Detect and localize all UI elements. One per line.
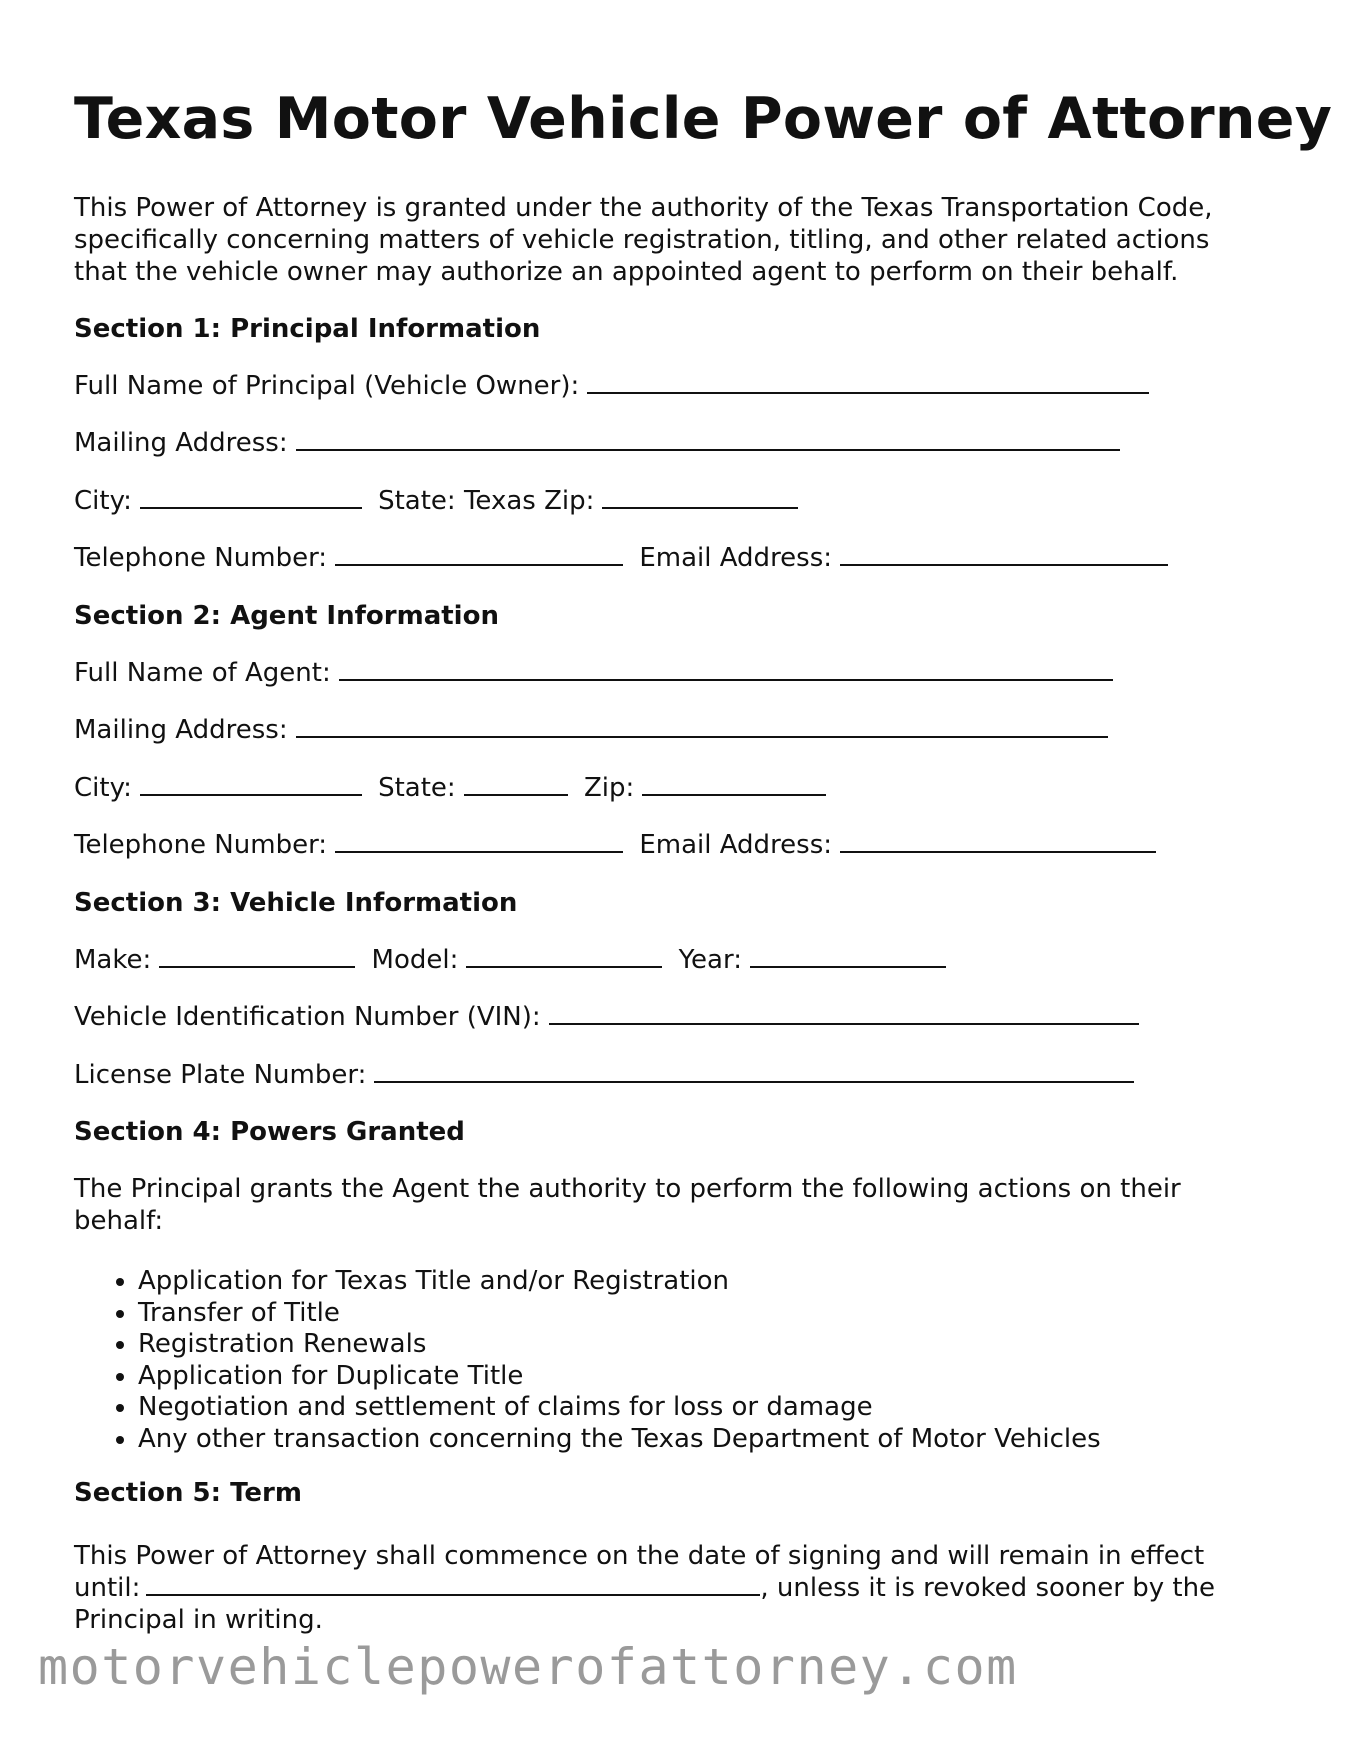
term-text-before: This Power of Attorney shall commence on the date of signing and will remain in effect until: xyxy=(74,1541,1205,1603)
term-end-date-field[interactable] xyxy=(146,1572,760,1596)
intro-paragraph: This Power of Attorney is granted under the authority of the Texas Transportation Code, specifically concerning matters of vehicle registration, titling, and other related actions that the vehicle owner may authorize an appointed agent to perform on their behalf. xyxy=(74,193,1213,287)
principal-zip-field[interactable] xyxy=(602,485,798,509)
principal-city-field[interactable] xyxy=(140,485,362,509)
principal-email-label: Email Address: xyxy=(639,543,833,573)
list-item: • Application for Duplicate Title xyxy=(138,1361,1101,1393)
site-watermark: motorvehiclepowerofattorney.com xyxy=(38,1638,1018,1696)
agent-address-row xyxy=(74,714,1108,746)
agent-name-field[interactable] xyxy=(339,657,1113,681)
agent-phone-label: Telephone Number: xyxy=(74,830,328,860)
section-5-heading: Section 5: Term xyxy=(74,1478,302,1508)
agent-city-row xyxy=(74,772,826,804)
vehicle-make-row xyxy=(74,944,946,976)
principal-address-field[interactable] xyxy=(296,427,1120,451)
section-3-heading: Section 3: Vehicle Information xyxy=(74,888,518,918)
section-2-heading: Section 2: Agent Information xyxy=(74,601,499,631)
list-item: • Negotiation and settlement of claims for loss or damage xyxy=(138,1392,1101,1424)
term-paragraph xyxy=(74,1540,1254,1636)
list-item: • Transfer of Title xyxy=(138,1298,1101,1330)
list-item: • Any other transaction concerning the Texas Department of Motor Vehicles xyxy=(138,1424,1101,1456)
vehicle-plate-label: License Plate Number: xyxy=(74,1060,367,1090)
vehicle-plate-row xyxy=(74,1059,1134,1091)
agent-contact-row xyxy=(74,829,1156,861)
agent-state-label: State: xyxy=(378,773,456,803)
list-item: • Application for Texas Title and/or Registration xyxy=(138,1266,1101,1298)
vehicle-vin-label: Vehicle Identification Number (VIN): xyxy=(74,1002,541,1032)
vehicle-plate-field[interactable] xyxy=(374,1059,1134,1083)
vehicle-vin-field[interactable] xyxy=(549,1001,1139,1025)
principal-city-label: City: xyxy=(74,486,132,516)
agent-zip-label: Zip: xyxy=(583,773,635,803)
principal-zip-label: Zip: xyxy=(544,486,595,516)
section-1-heading: Section 1: Principal Information xyxy=(74,314,541,344)
principal-email-field[interactable] xyxy=(840,542,1168,566)
agent-name-label: Full Name of Agent: xyxy=(74,658,331,688)
principal-phone-field[interactable] xyxy=(335,542,623,566)
principal-name-label: Full Name of Principal (Vehicle Owner): xyxy=(74,371,580,401)
vehicle-model-label: Model: xyxy=(371,945,459,975)
agent-city-label: City: xyxy=(74,773,132,803)
vehicle-model-field[interactable] xyxy=(466,944,662,968)
section-4-heading: Section 4: Powers Granted xyxy=(74,1117,465,1147)
vehicle-make-label: Make: xyxy=(74,945,152,975)
principal-state-label: State: Texas xyxy=(378,486,536,516)
vehicle-make-field[interactable] xyxy=(159,944,355,968)
vehicle-year-label: Year: xyxy=(678,945,742,975)
powers-intro: The Principal grants the Agent the authority to perform the following actions on their behalf: xyxy=(74,1174,1181,1236)
agent-address-label: Mailing Address: xyxy=(74,715,288,745)
agent-name-row xyxy=(74,657,1113,689)
principal-address-label: Mailing Address: xyxy=(74,428,288,458)
agent-email-field[interactable] xyxy=(840,829,1156,853)
vehicle-year-field[interactable] xyxy=(750,944,946,968)
list-item: • Registration Renewals xyxy=(138,1329,1101,1361)
vehicle-vin-row xyxy=(74,1001,1139,1033)
agent-email-label: Email Address: xyxy=(639,830,833,860)
principal-phone-label: Telephone Number: xyxy=(74,543,328,573)
powers-list xyxy=(74,1266,1101,1455)
principal-name-row xyxy=(74,370,1149,402)
agent-city-field[interactable] xyxy=(140,772,362,796)
term-text-after: , unless it is revoked sooner by the Principal in writing. xyxy=(74,1573,1216,1635)
principal-contact-row xyxy=(74,542,1168,574)
principal-address-row xyxy=(74,427,1120,459)
principal-name-field[interactable] xyxy=(587,370,1149,394)
agent-phone-field[interactable] xyxy=(335,829,623,853)
document-title: Texas Motor Vehicle Power of Attorney xyxy=(74,86,1333,152)
agent-address-field[interactable] xyxy=(296,714,1108,738)
agent-state-field[interactable] xyxy=(464,772,568,796)
principal-city-row xyxy=(74,485,798,517)
agent-zip-field[interactable] xyxy=(642,772,826,796)
